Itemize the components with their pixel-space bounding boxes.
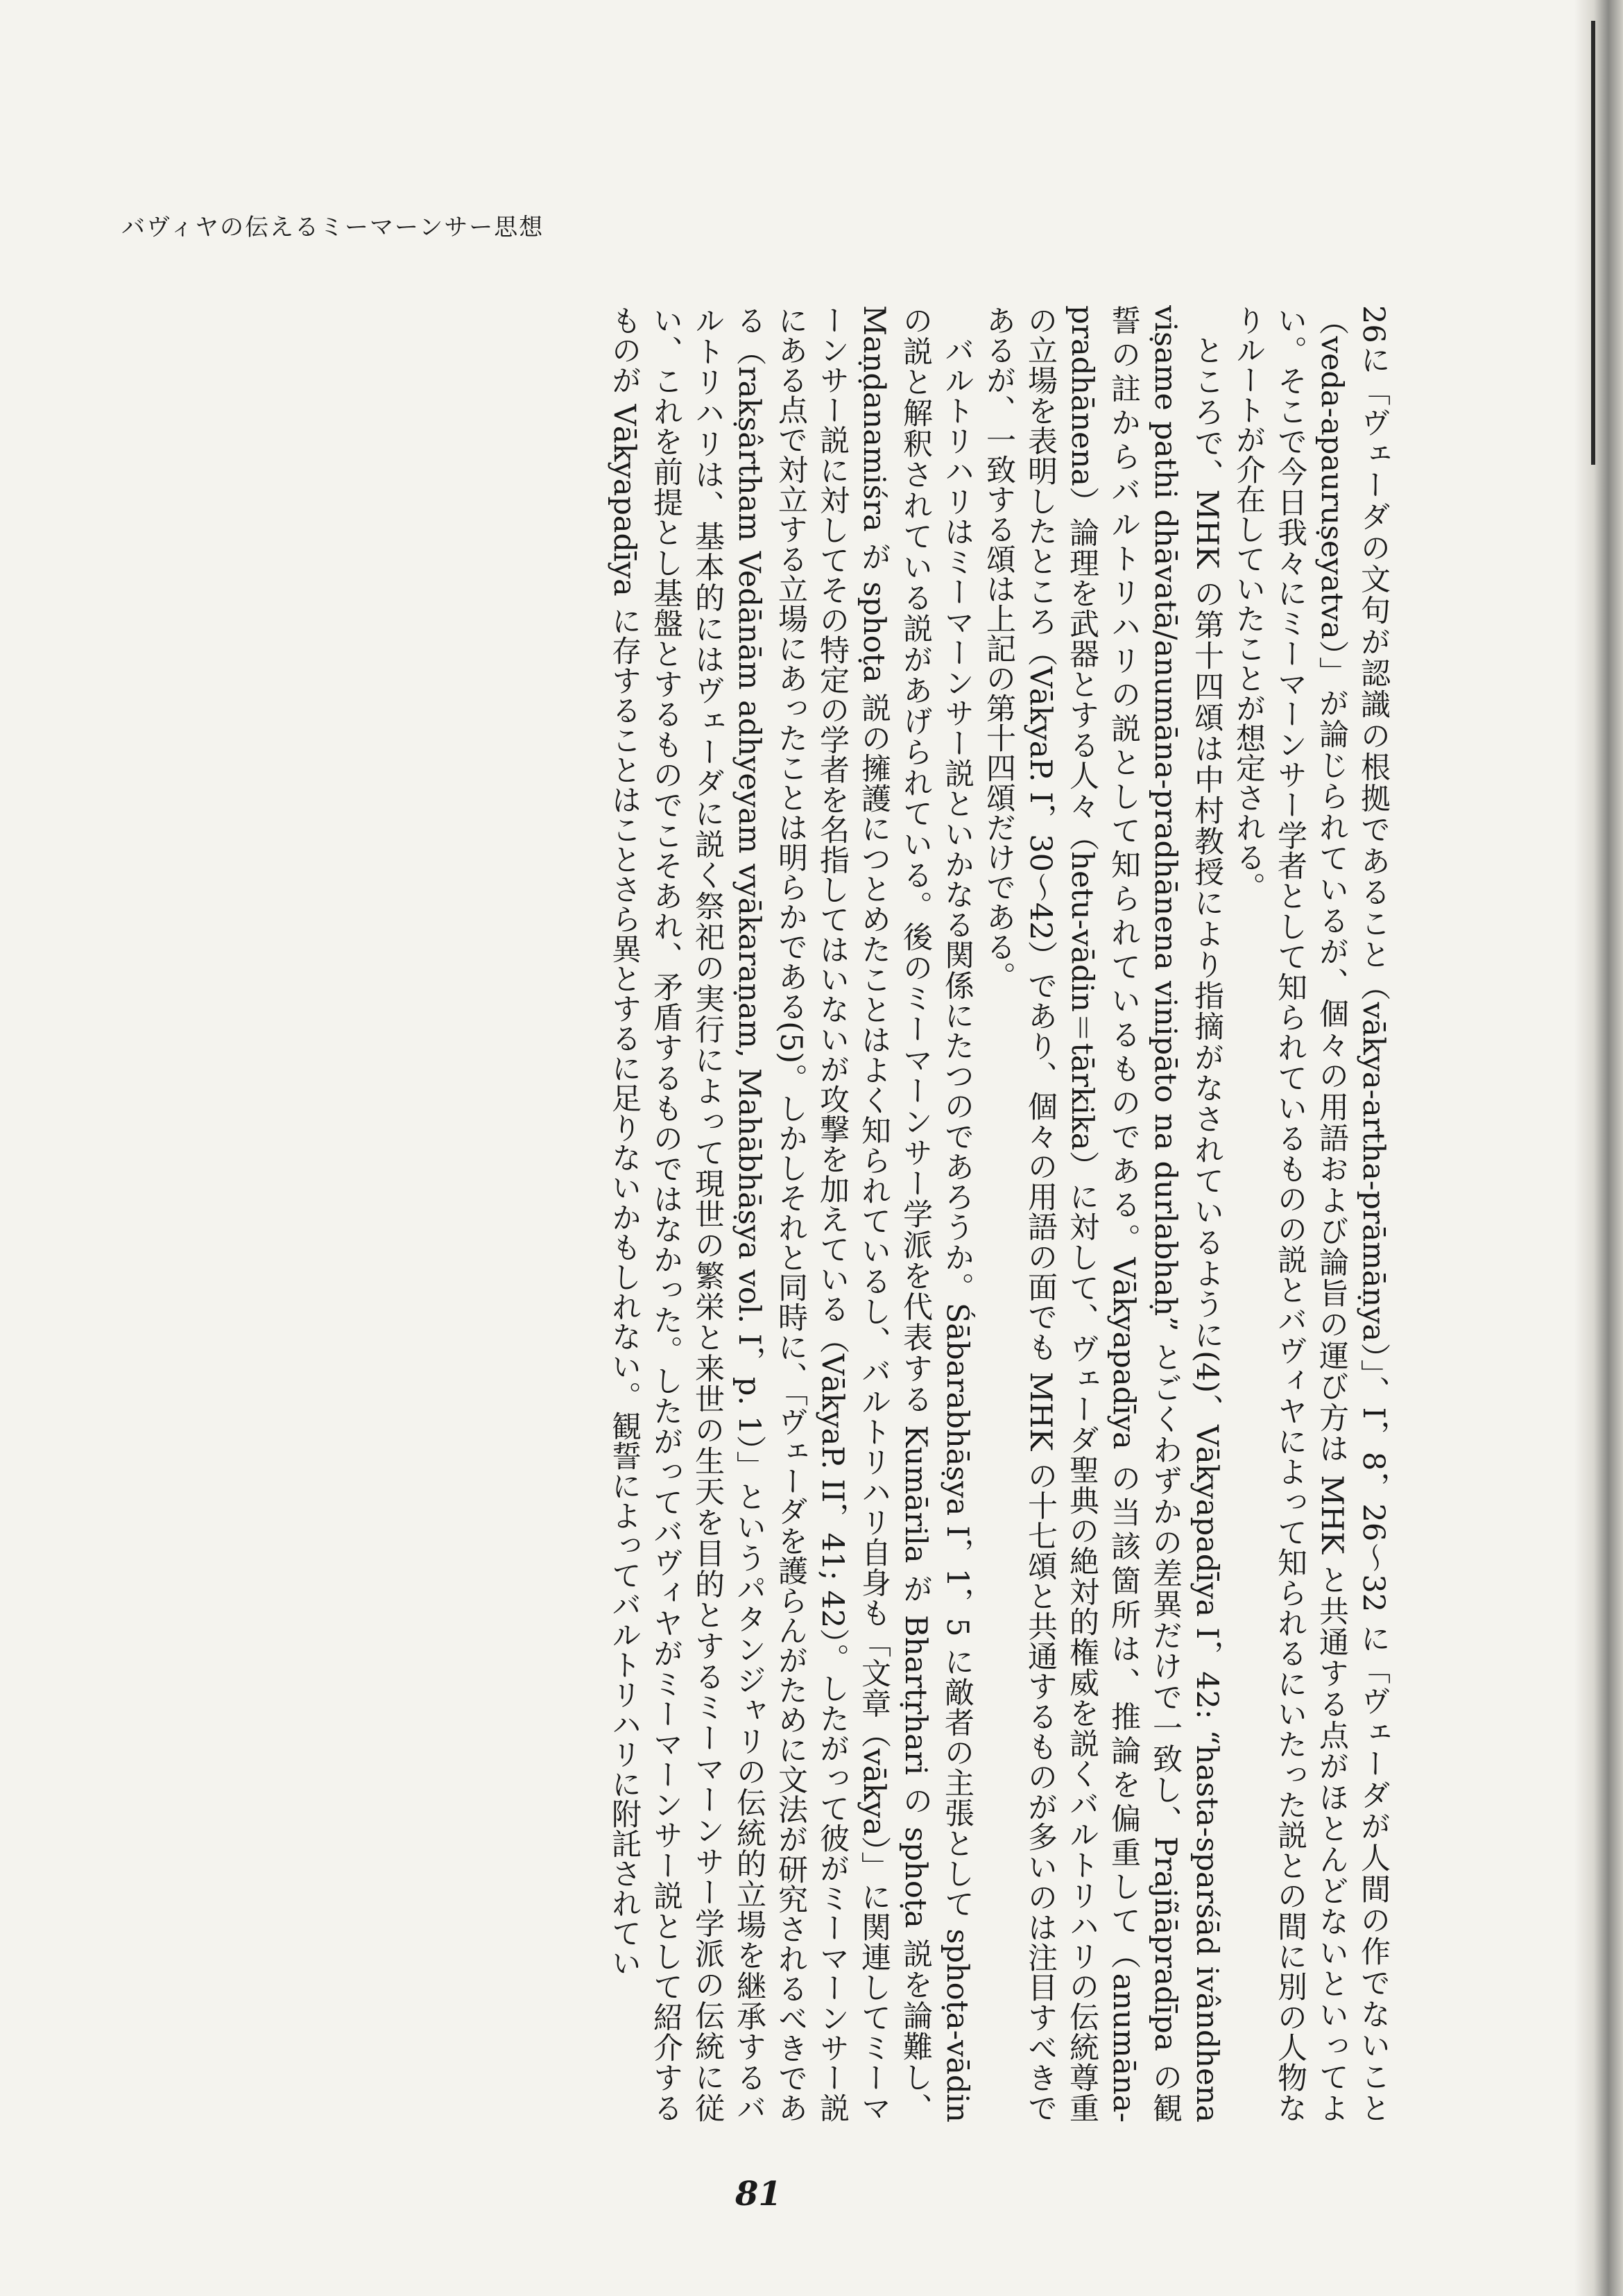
paragraph-3: バルトリハリはミーマーンサー説といかなる関係にたつのであろうか。Śābarabhāṣya I，1，5 に敵者の主張として sphoṭa-vādin の説と解釈されている説があげられている。後のミーマーンサー学派を代表する Kumārila が Bhartṛhari の sphoṭa 説を論難し、Maṇḍanamiśra が sphoṭa 説の擁護につとめたことはよく知られているし、バルトリハリ自身も「文章（vākya）」に関連してミーマーンサー説に対してその特定の学者を名指してはいないが攻撃を加えている（VākyaP. II，41; 42）。したがって彼がミーマーンサー説にある点で対立する立場にあったことは明らかである(5)。しかしそれと同時に、「ヴェーダを護らんがために文法が研究されるべきである（rakṣârtham Vedānām adhyeyam vyākaraṇam, Mahābhāṣya vol. I，p. 1）」というパタンジャリの伝統的立場を継承するバルトリハリは、基本的にはヴェーダに説く祭祀の実行によって現世の繁栄と来世の生天を目的とするミーマーンサー学派の伝統に従い、これを前提とし基盤とするものでこそあれ、矛盾するものではなかった。したがってバヴィヤがミーマーンサー説として紹介するものが Vākyapadīya に存することはことさら異とするに足りないかもしれない。観誓によってバルトリハリに附託されてい xyxy=(607,305,974,2123)
book-binding-edge xyxy=(1574,0,1623,2296)
binding-shadow-line xyxy=(1591,21,1595,465)
paragraph-1: 26に「ヴェーダの文句が認識の根拠であること（vākya-artha-prāmāṇya）」、I，8，26～32 に「ヴェーダが人間の作でないこと（veda-apauruṣeyatva）」が論じられているが、個々の用語および論旨の運び方は MHK と共通する点がほとんどないといってよい。そこで今日我々にミーマーンサー学者として知られているものの説とバヴィヤによって知られるにいたった説との間に別の人物なりルートが介在していたことが想定される。 xyxy=(1231,305,1391,2123)
page-number: 81 xyxy=(735,2175,782,2213)
paragraph-2: ところで、MHK の第十四頌は中村教授により指摘がなされているように(4)、Vākyapadīya I，42: “hasta-sparśād ivândhena viṣame pathi dhāvatā/anumāna-pradhānena vinipāto na durlabhaḥ” とごくわずかの差異だけで一致し、Prajñāpradīpa の観誓の註からバルトリハリの説として知られているものである。Vākyapadīya の当該箇所は、推論を偏重して（anumāna-pradhānena）論理を武器とする人々（hetu-vādin＝tārkika）に対して、ヴェーダ聖典の絶対的権威を説くバルトリハリの伝統尊重の立場を表明したところ（VākyaP. I，30～42）であり、個々の用語の面でも MHK の十七頌と共通するものが多いのは注目すべきであるが、一致する頌は上記の第十四頌だけである。 xyxy=(981,305,1224,2123)
vertical-text-body xyxy=(603,305,1394,2123)
running-header: バヴィヤの伝えるミーマーンサー思想 xyxy=(121,214,544,241)
